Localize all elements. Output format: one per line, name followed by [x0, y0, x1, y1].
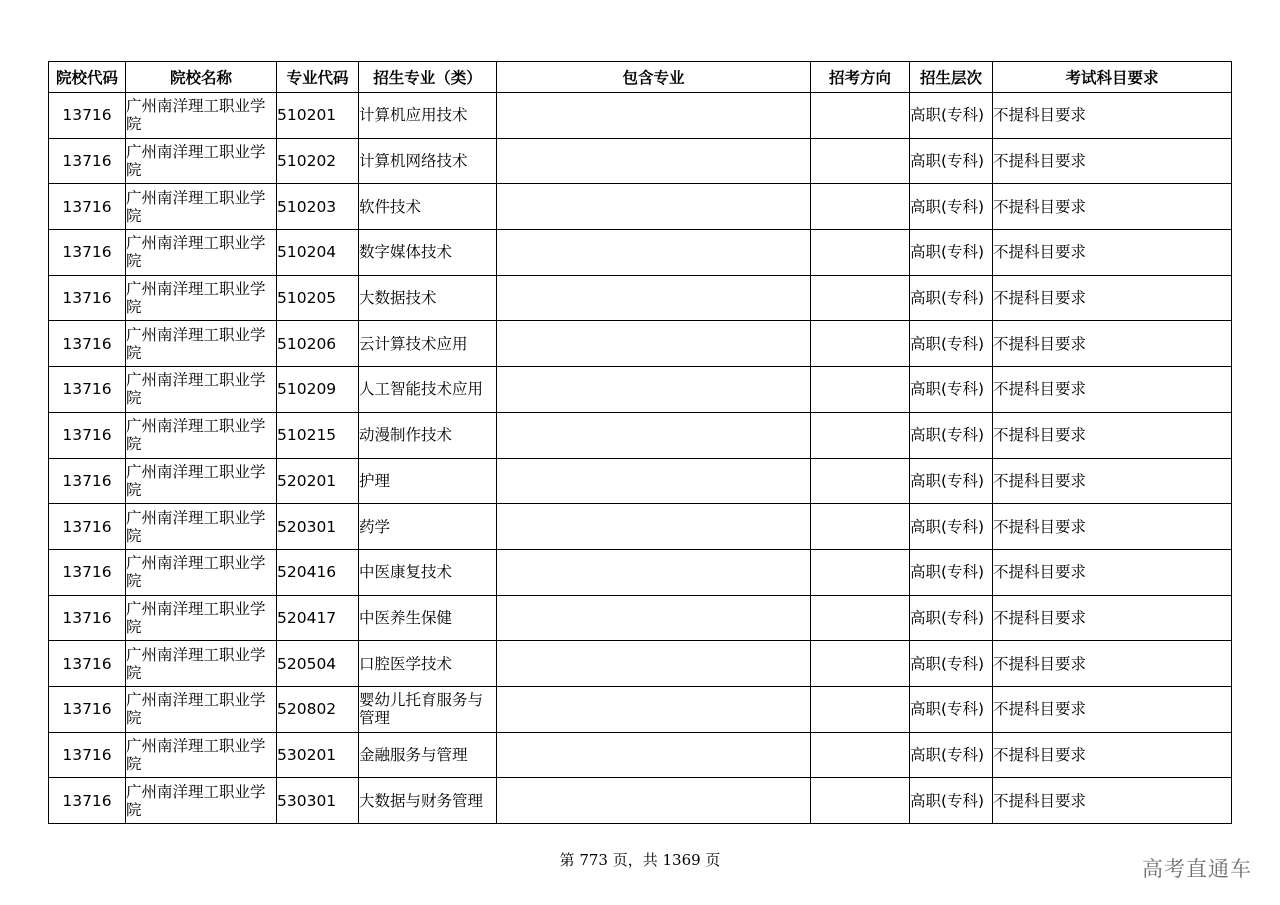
cell-major-text: 中医养生保健: [359, 608, 453, 627]
cell-major-text: 软件技术: [359, 197, 422, 216]
cell-included-majors: [497, 641, 811, 687]
cell-school-name-text: 广州南洋理工职业学院: [126, 280, 266, 317]
cell-major-text: 大数据技术: [359, 289, 437, 308]
cell-school-name: [126, 686, 277, 732]
cell-included-majors: [497, 184, 811, 230]
header-row: [49, 62, 1232, 93]
cell-major-code: [277, 321, 359, 367]
cell-school-name-text: 广州南洋理工职业学院: [126, 782, 266, 819]
cell-school-code-text: 13716: [62, 745, 112, 764]
cell-included-majors: [497, 458, 811, 504]
cell-school-name-text: 广州南洋理工职业学院: [126, 554, 266, 591]
cell-requirement-text: 不提科目要求: [993, 197, 1087, 216]
cell-school-code: [49, 275, 126, 321]
cell-level: [910, 275, 993, 321]
cell-direction: [811, 138, 910, 184]
cell-major: [359, 230, 497, 276]
cell-school-name-text: 广州南洋理工职业学院: [126, 645, 266, 682]
cell-direction: [811, 412, 910, 458]
header-level: 招生层次: [910, 62, 993, 93]
cell-major-code: [277, 595, 359, 641]
cell-school-name-text: 广州南洋理工职业学院: [126, 691, 266, 728]
table-row: [49, 138, 1232, 184]
table-row: [49, 641, 1232, 687]
table-row: [49, 778, 1232, 824]
cell-major: [359, 549, 497, 595]
cell-direction: [811, 778, 910, 824]
cell-school-name-text: 广州南洋理工职业学院: [126, 97, 266, 134]
cell-school-code-text: 13716: [62, 608, 112, 627]
cell-school-code-text: 13716: [62, 334, 112, 353]
cell-requirement-text: 不提科目要求: [993, 791, 1087, 810]
cell-school-name-text: 广州南洋理工职业学院: [126, 143, 266, 180]
cell-direction: [811, 458, 910, 504]
table-row: [49, 458, 1232, 504]
cell-major-text: 婴幼儿托育服务与管理: [359, 691, 484, 728]
table-row: [49, 367, 1232, 413]
cell-school-code: [49, 412, 126, 458]
cell-school-code: [49, 732, 126, 778]
cell-major-text: 护理: [359, 471, 391, 490]
cell-requirement-text: 不提科目要求: [993, 700, 1087, 719]
header-requirement: 考试科目要求: [993, 62, 1232, 93]
cell-level-text: 高职(专科): [910, 517, 985, 536]
cell-school-name: [126, 778, 277, 824]
cell-direction: [811, 275, 910, 321]
cell-major-text: 数字媒体技术: [359, 243, 453, 262]
cell-requirement: [993, 275, 1232, 321]
cell-major-code-text: 530201: [277, 745, 337, 764]
cell-included-majors: [497, 321, 811, 367]
cell-major-code-text: 530301: [277, 791, 337, 810]
cell-school-code-text: 13716: [62, 563, 112, 582]
cell-level: [910, 549, 993, 595]
cell-level: [910, 367, 993, 413]
cell-level-text: 高职(专科): [910, 791, 985, 810]
cell-major-text: 计算机应用技术: [359, 106, 468, 125]
page-footer: 第 773 页，共 1369 页: [559, 851, 721, 869]
cell-major-code: [277, 778, 359, 824]
cell-level-text: 高职(专科): [910, 426, 985, 445]
cell-level: [910, 93, 993, 139]
table-row: [49, 321, 1232, 367]
cell-school-name-text: 广州南洋理工职业学院: [126, 325, 266, 362]
cell-school-code: [49, 549, 126, 595]
cell-level: [910, 138, 993, 184]
cell-school-code-text: 13716: [62, 654, 112, 673]
cell-included-majors: [497, 686, 811, 732]
cell-school-code-text: 13716: [62, 243, 112, 262]
cell-included-majors: [497, 778, 811, 824]
cell-school-code-text: 13716: [62, 380, 112, 399]
cell-direction: [811, 184, 910, 230]
cell-direction: [811, 732, 910, 778]
cell-school-name: [126, 732, 277, 778]
cell-major-code: [277, 458, 359, 504]
cell-school-code: [49, 686, 126, 732]
cell-major-code: [277, 686, 359, 732]
cell-major-code: [277, 367, 359, 413]
cell-school-name-text: 广州南洋理工职业学院: [126, 599, 266, 636]
cell-school-name: [126, 641, 277, 687]
cell-school-name-text: 广州南洋理工职业学院: [126, 736, 266, 773]
cell-included-majors: [497, 138, 811, 184]
cell-school-name: [126, 138, 277, 184]
cell-school-name: [126, 275, 277, 321]
cell-major: [359, 275, 497, 321]
cell-level-text: 高职(专科): [910, 563, 985, 582]
cell-school-name: [126, 412, 277, 458]
cell-level-text: 高职(专科): [910, 380, 985, 399]
cell-school-code: [49, 230, 126, 276]
cell-major-code-text: 520416: [277, 563, 337, 582]
cell-level: [910, 686, 993, 732]
cell-included-majors: [497, 732, 811, 778]
table-row: [49, 412, 1232, 458]
cell-requirement: [993, 732, 1232, 778]
cell-level: [910, 778, 993, 824]
cell-included-majors: [497, 275, 811, 321]
cell-requirement-text: 不提科目要求: [993, 517, 1087, 536]
cell-major: [359, 732, 497, 778]
admission-table: [48, 61, 1232, 824]
cell-requirement-text: 不提科目要求: [993, 563, 1087, 582]
cell-school-code-text: 13716: [62, 106, 112, 125]
cell-major: [359, 321, 497, 367]
cell-requirement: [993, 412, 1232, 458]
table-row: [49, 504, 1232, 550]
cell-major-code-text: 510202: [277, 152, 337, 171]
cell-major-code-text: 510205: [277, 289, 337, 308]
cell-school-name-text: 广州南洋理工职业学院: [126, 234, 266, 271]
cell-requirement: [993, 321, 1232, 367]
table-body: [49, 93, 1232, 824]
cell-major: [359, 595, 497, 641]
cell-level-text: 高职(专科): [910, 197, 985, 216]
cell-major-code: [277, 275, 359, 321]
table-row: [49, 686, 1232, 732]
header-major-code: 专业代码: [277, 62, 359, 93]
cell-included-majors: [497, 549, 811, 595]
table-row: [49, 275, 1232, 321]
header-school-code: 院校代码: [49, 62, 126, 93]
cell-level: [910, 230, 993, 276]
cell-included-majors: [497, 412, 811, 458]
cell-requirement: [993, 458, 1232, 504]
cell-level-text: 高职(专科): [910, 700, 985, 719]
table-row: [49, 230, 1232, 276]
cell-level: [910, 641, 993, 687]
cell-major-code: [277, 230, 359, 276]
cell-requirement-text: 不提科目要求: [993, 152, 1087, 171]
cell-direction: [811, 686, 910, 732]
table-row: [49, 595, 1232, 641]
cell-major-code: [277, 93, 359, 139]
cell-school-code: [49, 367, 126, 413]
cell-major-text: 计算机网络技术: [359, 152, 468, 171]
cell-major-text: 口腔医学技术: [359, 654, 453, 673]
table-row: [49, 732, 1232, 778]
cell-requirement: [993, 595, 1232, 641]
cell-major-code-text: 520301: [277, 517, 337, 536]
cell-level: [910, 412, 993, 458]
cell-major-code-text: 520504: [277, 654, 337, 673]
cell-major-text: 动漫制作技术: [359, 426, 453, 445]
cell-school-code-text: 13716: [62, 517, 112, 536]
cell-requirement-text: 不提科目要求: [993, 426, 1087, 445]
cell-school-code: [49, 93, 126, 139]
cell-major-code-text: 520802: [277, 700, 337, 719]
cell-major: [359, 93, 497, 139]
cell-major: [359, 412, 497, 458]
cell-school-code: [49, 321, 126, 367]
cell-level: [910, 321, 993, 367]
cell-major-code-text: 510203: [277, 197, 337, 216]
cell-requirement-text: 不提科目要求: [993, 106, 1087, 125]
cell-level: [910, 504, 993, 550]
cell-major-code-text: 520201: [277, 471, 337, 490]
cell-level-text: 高职(专科): [910, 106, 985, 125]
cell-level: [910, 458, 993, 504]
cell-level: [910, 184, 993, 230]
cell-included-majors: [497, 595, 811, 641]
cell-major: [359, 641, 497, 687]
cell-major-text: 云计算技术应用: [359, 334, 468, 353]
cell-school-code-text: 13716: [62, 700, 112, 719]
cell-major-code-text: 510209: [277, 380, 337, 399]
cell-level-text: 高职(专科): [910, 471, 985, 490]
cell-school-name: [126, 367, 277, 413]
cell-school-name: [126, 230, 277, 276]
cell-direction: [811, 641, 910, 687]
cell-direction: [811, 230, 910, 276]
cell-school-code-text: 13716: [62, 426, 112, 445]
cell-major-code: [277, 412, 359, 458]
cell-included-majors: [497, 230, 811, 276]
cell-level: [910, 732, 993, 778]
cell-school-code: [49, 595, 126, 641]
cell-major-code: [277, 504, 359, 550]
cell-school-code-text: 13716: [62, 197, 112, 216]
cell-major: [359, 184, 497, 230]
cell-school-name: [126, 184, 277, 230]
cell-school-name: [126, 549, 277, 595]
cell-direction: [811, 321, 910, 367]
cell-requirement-text: 不提科目要求: [993, 745, 1087, 764]
cell-requirement: [993, 138, 1232, 184]
cell-level: [910, 595, 993, 641]
table-row: [49, 93, 1232, 139]
cell-level-text: 高职(专科): [910, 654, 985, 673]
cell-school-code: [49, 458, 126, 504]
cell-level-text: 高职(专科): [910, 289, 985, 308]
cell-major: [359, 504, 497, 550]
cell-school-name-text: 广州南洋理工职业学院: [126, 417, 266, 454]
cell-requirement: [993, 641, 1232, 687]
cell-requirement: [993, 778, 1232, 824]
cell-major-code: [277, 184, 359, 230]
cell-major: [359, 138, 497, 184]
header-included-majors: 包含专业: [497, 62, 811, 93]
cell-school-code-text: 13716: [62, 152, 112, 171]
cell-school-name: [126, 458, 277, 504]
watermark-logo-text: 高考直通车: [1142, 857, 1252, 881]
table-row: [49, 549, 1232, 595]
cell-direction: [811, 595, 910, 641]
cell-major-code-text: 510201: [277, 106, 337, 125]
cell-school-name-text: 广州南洋理工职业学院: [126, 371, 266, 408]
cell-requirement: [993, 504, 1232, 550]
cell-school-name: [126, 595, 277, 641]
cell-major-code-text: 510215: [277, 426, 337, 445]
cell-school-name-text: 广州南洋理工职业学院: [126, 462, 266, 499]
cell-level-text: 高职(专科): [910, 608, 985, 627]
cell-school-code-text: 13716: [62, 289, 112, 308]
cell-major-code: [277, 732, 359, 778]
cell-school-name: [126, 504, 277, 550]
cell-major: [359, 367, 497, 413]
cell-level-text: 高职(专科): [910, 334, 985, 353]
cell-major-text: 金融服务与管理: [359, 745, 468, 764]
cell-major: [359, 458, 497, 504]
cell-major: [359, 686, 497, 732]
cell-school-code: [49, 778, 126, 824]
cell-major-text: 大数据与财务管理: [359, 791, 484, 810]
cell-requirement: [993, 549, 1232, 595]
cell-school-name: [126, 93, 277, 139]
cell-major-code: [277, 641, 359, 687]
cell-major-text: 人工智能技术应用: [359, 380, 484, 399]
cell-requirement-text: 不提科目要求: [993, 243, 1087, 262]
table-row: [49, 184, 1232, 230]
cell-school-code: [49, 184, 126, 230]
cell-included-majors: [497, 367, 811, 413]
cell-included-majors: [497, 93, 811, 139]
cell-requirement: [993, 367, 1232, 413]
cell-requirement-text: 不提科目要求: [993, 380, 1087, 399]
cell-requirement-text: 不提科目要求: [993, 334, 1087, 353]
cell-direction: [811, 367, 910, 413]
header-major: 招生专业（类）: [359, 62, 497, 93]
header-school-name: 院校名称: [126, 62, 277, 93]
cell-requirement-text: 不提科目要求: [993, 654, 1087, 673]
cell-level-text: 高职(专科): [910, 243, 985, 262]
cell-school-code: [49, 138, 126, 184]
cell-major-code-text: 510206: [277, 334, 337, 353]
cell-requirement-text: 不提科目要求: [993, 608, 1087, 627]
cell-major-code-text: 520417: [277, 608, 337, 627]
cell-major-code: [277, 549, 359, 595]
cell-school-code-text: 13716: [62, 471, 112, 490]
cell-direction: [811, 93, 910, 139]
cell-major-code-text: 510204: [277, 243, 337, 262]
cell-major-text: 中医康复技术: [359, 563, 453, 582]
cell-school-code-text: 13716: [62, 791, 112, 810]
cell-direction: [811, 549, 910, 595]
cell-requirement: [993, 230, 1232, 276]
cell-requirement: [993, 93, 1232, 139]
cell-major-text: 药学: [359, 517, 391, 536]
cell-requirement-text: 不提科目要求: [993, 471, 1087, 490]
cell-school-code: [49, 641, 126, 687]
cell-level-text: 高职(专科): [910, 745, 985, 764]
cell-requirement: [993, 184, 1232, 230]
cell-school-code: [49, 504, 126, 550]
cell-major-code: [277, 138, 359, 184]
cell-school-name: [126, 321, 277, 367]
cell-school-name-text: 广州南洋理工职业学院: [126, 508, 266, 545]
cell-major: [359, 778, 497, 824]
cell-level-text: 高职(专科): [910, 152, 985, 171]
cell-direction: [811, 504, 910, 550]
cell-school-name-text: 广州南洋理工职业学院: [126, 188, 266, 225]
cell-included-majors: [497, 504, 811, 550]
cell-requirement: [993, 686, 1232, 732]
header-direction: 招考方向: [811, 62, 910, 93]
cell-requirement-text: 不提科目要求: [993, 289, 1087, 308]
